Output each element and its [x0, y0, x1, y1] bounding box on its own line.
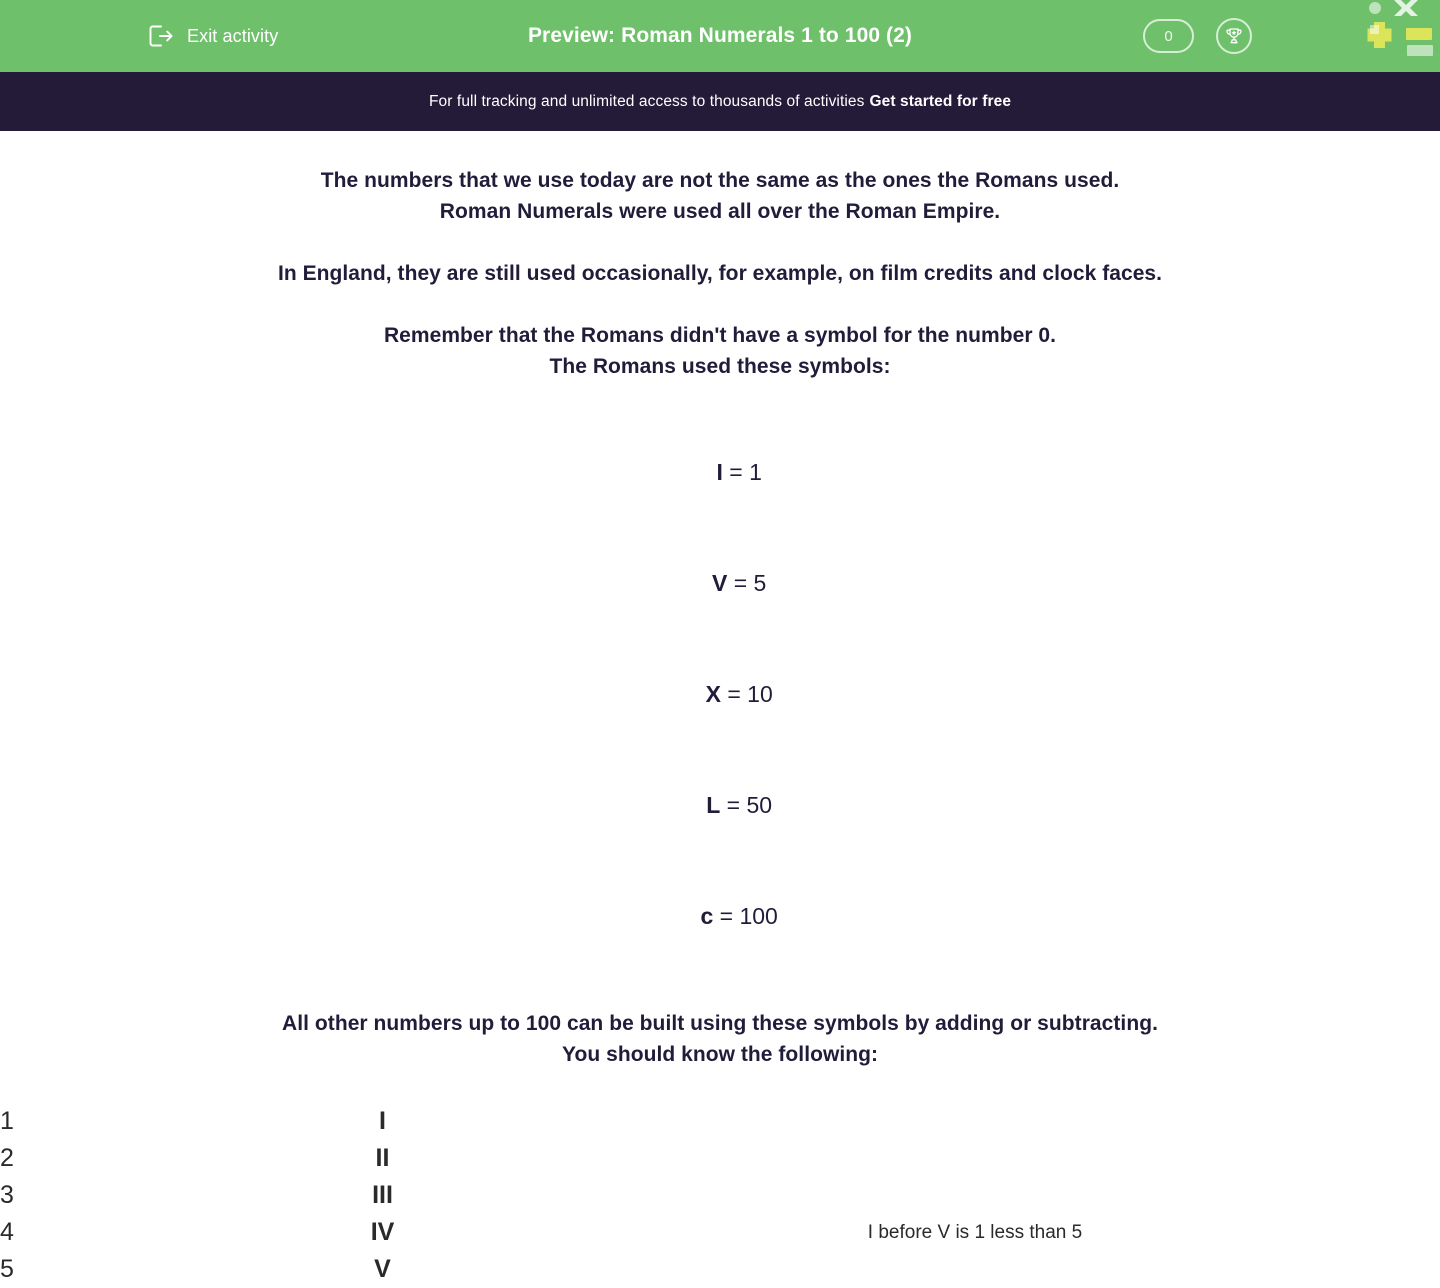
table-row — [0, 1177, 1440, 1214]
paragraph-zero — [0, 320, 1440, 382]
table-row — [0, 1103, 1440, 1140]
note-cell — [510, 1177, 1440, 1214]
symbol-glyph: V — [711, 570, 728, 596]
coin-count-value: 0 — [1164, 27, 1173, 45]
paragraph-line: All other numbers up to 100 can be built using these symbols by adding or subtracting. — [282, 1012, 1158, 1035]
number-cell: 1 — [0, 1107, 14, 1135]
table-row — [0, 1214, 1440, 1251]
number-cell: 4 — [0, 1218, 14, 1246]
activity-content — [0, 131, 1440, 1288]
symbol-legend-item — [0, 861, 1440, 972]
number-cell: 3 — [0, 1181, 14, 1209]
table-row — [0, 1251, 1440, 1288]
roman-cell: III — [372, 1181, 393, 1209]
symbol-value: = 100 — [713, 903, 778, 929]
note-cell: I before V is 1 less than 5 — [867, 1221, 1083, 1243]
symbol-glyph: I — [716, 459, 723, 485]
note-cell — [510, 1251, 1440, 1288]
symbol-value: = 10 — [720, 681, 773, 707]
header-actions — [1143, 0, 1252, 72]
roman-cell: IV — [370, 1218, 395, 1246]
trophy-button[interactable] — [1216, 18, 1252, 54]
symbol-glyph: L — [706, 792, 721, 818]
symbol-value: = 50 — [720, 792, 773, 818]
paragraph-line: Roman Numerals were used all over the Roman Empire. — [439, 200, 1001, 223]
confetti-decoration — [1360, 0, 1440, 60]
promo-message: For full tracking and unlimited access to thousands of activities — [428, 92, 865, 110]
symbol-legend-item — [0, 750, 1440, 861]
symbol-glyph: X — [705, 681, 721, 707]
table-row — [0, 1140, 1440, 1177]
paragraph-building — [0, 1008, 1440, 1070]
paragraph-england — [0, 258, 1440, 289]
page-title: Preview: Roman Numerals 1 to 100 (2) — [527, 24, 913, 47]
roman-cell: II — [375, 1144, 390, 1172]
symbol-legend-item — [0, 528, 1440, 639]
number-cell: 5 — [0, 1255, 14, 1283]
symbol-value: = 5 — [727, 570, 767, 596]
symbol-value: = 1 — [722, 459, 762, 485]
symbol-glyph: c — [700, 903, 714, 929]
trophy-icon — [1224, 26, 1244, 46]
note-cell — [510, 1103, 1440, 1140]
paragraph-line: The Romans used these symbols: — [549, 355, 891, 378]
number-cell: 2 — [0, 1144, 14, 1172]
paragraph-line: In England, they are still used occasionally, for example, on film credits and clock faces. — [277, 262, 1163, 285]
symbol-legend-list — [0, 417, 1440, 972]
symbol-legend-item — [0, 639, 1440, 750]
symbol-legend-item — [0, 417, 1440, 528]
paragraph-line: You should know the following: — [561, 1043, 879, 1066]
exit-door-arrow-icon — [148, 24, 174, 48]
app-header — [0, 0, 1440, 72]
roman-cell: I — [379, 1107, 386, 1135]
promo-banner — [0, 72, 1440, 131]
get-started-link[interactable]: Get started for free — [869, 92, 1012, 110]
exit-activity-button[interactable] — [148, 0, 278, 72]
exit-activity-label: Exit activity — [187, 25, 279, 46]
coin-count-badge[interactable] — [1143, 19, 1194, 53]
roman-cell: V — [374, 1255, 391, 1283]
note-cell — [510, 1140, 1440, 1177]
paragraph-line: Remember that the Romans didn't have a symbol for the number 0. — [383, 324, 1057, 347]
numerals-table — [0, 1103, 1440, 1288]
paragraph-line: The numbers that we use today are not the same as the ones the Romans used. — [320, 169, 1120, 192]
paragraph-intro — [0, 165, 1440, 227]
